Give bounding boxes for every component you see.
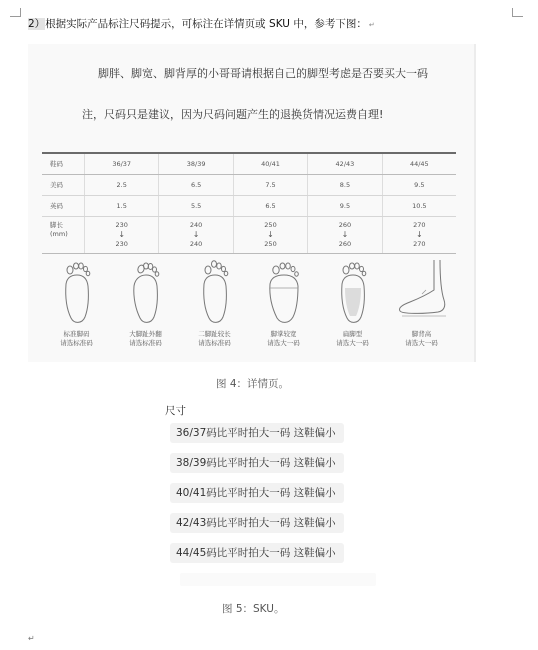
foot-outline-icon: [264, 254, 304, 326]
table-cell: 6.5: [233, 196, 307, 216]
foot-type-standard: [42, 254, 111, 354]
foot-type-advice: 请选标准码: [129, 339, 162, 347]
foot-outline-icon: [57, 254, 97, 326]
row-label: 美码: [50, 181, 63, 189]
table-cell: 8.5: [307, 175, 381, 195]
table-cell: 9.5: [307, 196, 381, 216]
paragraph-mark: ↵: [28, 634, 35, 643]
sku-divider: [180, 573, 376, 586]
image-edge: [474, 44, 476, 362]
header-cell: 鞋码: [50, 160, 63, 168]
shipping-notice: 注，尺码只是建议，因为尺码问题产生的退换货情况运费自理!: [82, 108, 384, 121]
foot-outline-icon: [195, 254, 235, 326]
sku-option-44-45[interactable]: 44/45码比平时拍大一码 这鞋偏小: [170, 543, 344, 563]
unit-label: (mm): [50, 230, 68, 238]
paragraph-mark: ↵: [368, 21, 375, 29]
foot-side-icon: [394, 254, 450, 326]
foot-type-name: 脚背高: [411, 330, 432, 338]
down-arrow-icon: ↓: [341, 230, 349, 239]
sku-size-label: 尺寸: [165, 405, 186, 417]
foot-type-name: 脚掌较宽: [270, 330, 297, 338]
foot-type-name: 大脚趾外翻: [129, 330, 162, 338]
table-cell: 10.5: [382, 196, 456, 216]
row-label: [42, 217, 84, 253]
header-cell: 44/45: [382, 154, 456, 174]
table-cell: 1.5: [84, 196, 158, 216]
down-arrow-icon: ↓: [192, 230, 200, 239]
sku-option-40-41[interactable]: 40/41码比平时拍大一码 这鞋偏小: [170, 483, 344, 503]
table-cell: 270 ↓ 270: [382, 217, 456, 253]
foot-length-label: 脚长: [50, 221, 63, 229]
table-cell: 6.5: [158, 175, 232, 195]
intro-text: 根据实际产品标注尺码提示，可标注在详情页或 SKU 中，参考下图：: [45, 18, 367, 30]
foot-type-illustrations: [42, 254, 456, 354]
foot-type-high-instep: [387, 254, 456, 354]
size-chart-table: [42, 152, 456, 254]
header-cell: 36/37: [84, 154, 158, 174]
table-row: [42, 175, 456, 196]
foot-outline-icon: [333, 254, 373, 326]
page-corner-mark: [10, 8, 21, 17]
sku-option-42-43[interactable]: 42/43码比平时拍大一码 这鞋偏小: [170, 513, 344, 533]
foot-type-advice: 请选大一码: [267, 339, 300, 347]
page-corner-mark: [512, 8, 523, 17]
table-cell: 9.5: [382, 175, 456, 195]
down-arrow-icon: ↓: [118, 230, 126, 239]
foot-type-advice: 请选大一码: [405, 339, 438, 347]
table-row-foot-length: [42, 217, 456, 254]
foot-type-advice: 请选大一码: [336, 339, 369, 347]
table-cell: 5.5: [158, 196, 232, 216]
table-cell: 7.5: [233, 175, 307, 195]
figure-5-caption: 图 5：SKU。: [222, 603, 285, 615]
foot-type-name: 二脚趾较长: [198, 330, 231, 338]
header-cell: 40/41: [233, 154, 307, 174]
table-cell: 260 ↓ 260: [307, 217, 381, 253]
table-row: [42, 196, 456, 217]
foot-type-advice: 请选标准码: [198, 339, 231, 347]
intro-paragraph: [28, 17, 375, 32]
sku-option-38-39[interactable]: 38/39码比平时拍大一码 这鞋偏小: [170, 453, 344, 473]
sku-option-36-37[interactable]: 36/37码比平时拍大一码 这鞋偏小: [170, 423, 344, 443]
down-arrow-icon: ↓: [267, 230, 274, 239]
detail-page-image: [28, 44, 475, 362]
down-arrow-icon: ↓: [415, 230, 423, 239]
foot-type-advice: 请选标准码: [60, 339, 93, 347]
fit-notice: 脚胖、脚宽、脚背厚的小哥哥请根据自己的脚型考虑是否要买大一码: [98, 67, 428, 80]
table-header-row: [42, 154, 456, 175]
foot-outline-icon: [126, 254, 166, 326]
table-cell: 2.5: [84, 175, 158, 195]
foot-type-long-second-toe: [180, 254, 249, 354]
foot-type-bunion: [111, 254, 180, 354]
foot-type-wide: [249, 254, 318, 354]
foot-type-name: 扁脚型: [342, 330, 363, 338]
header-cell: 42/43: [307, 154, 381, 174]
table-cell: 240 ↓ 240: [158, 217, 232, 253]
table-cell: 250 ↓ 250: [233, 217, 307, 253]
foot-type-flat: [318, 254, 387, 354]
row-label: 英码: [50, 202, 63, 210]
figure-4-caption: 图 4：详情页。: [216, 378, 290, 390]
foot-type-name: 标准脚码: [63, 330, 90, 338]
table-cell: 230 ↓ 230: [84, 217, 158, 253]
header-cell: 38/39: [158, 154, 232, 174]
list-number: 2）: [28, 18, 46, 30]
